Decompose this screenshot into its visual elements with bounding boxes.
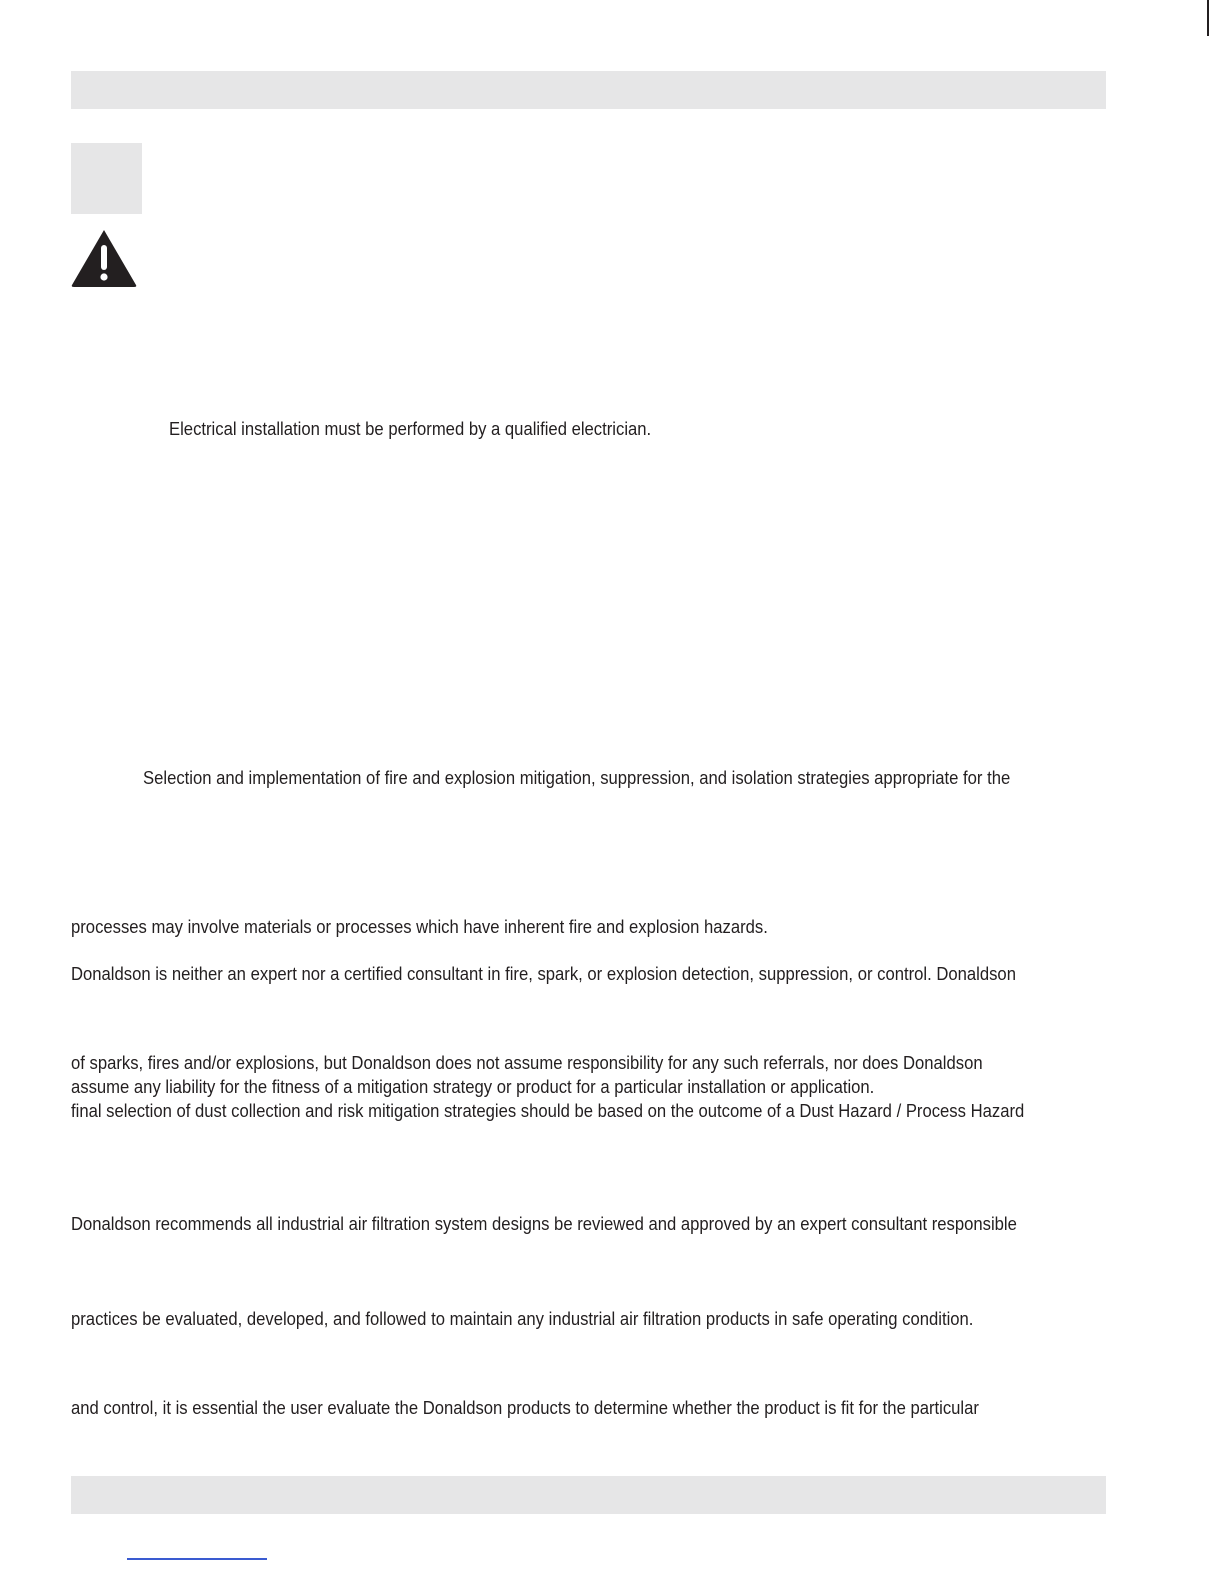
page-edge-mark (1207, 0, 1209, 36)
electrical-installation-text: Electrical installation must be performed by a qualified electrician. (169, 418, 652, 439)
footer-band (71, 1476, 1106, 1514)
section-marker-box (71, 143, 142, 214)
warning-triangle-icon (70, 228, 138, 288)
sparks-referrals-text: of sparks, fires and/or explosions, but Donaldson does not assume responsibility for any such referrals, nor does Donaldson (71, 1052, 983, 1073)
footer-link-underline[interactable] (127, 1558, 267, 1560)
final-selection-text: final selection of dust collection and risk mitigation strategies should be based on the outcome of a Dust Hazard / Process Hazard (71, 1100, 1025, 1121)
header-band (71, 71, 1106, 109)
fire-selection-text: Selection and implementation of fire and explosion mitigation, suppression, and isolation strategies appropriate for the (143, 767, 1011, 788)
practices-text: practices be evaluated, developed, and followed to maintain any industrial air filtration products in safe operating condition. (71, 1308, 974, 1329)
donaldson-expert-text: Donaldson is neither an expert nor a certified consultant in fire, spark, or explosion detection, suppression, or control. Donaldson (71, 963, 1016, 984)
recommends-review-text: Donaldson recommends all industrial air filtration system designs be reviewed and approved by an expert consultant responsible (71, 1213, 1017, 1234)
processes-hazard-text: processes may involve materials or processes which have inherent fire and explosion hazards. (71, 916, 768, 937)
liability-text: assume any liability for the fitness of a mitigation strategy or product for a particular installation or application. (71, 1076, 875, 1097)
evaluate-products-text: and control, it is essential the user evaluate the Donaldson products to determine whether the product is fit for the particular (71, 1397, 979, 1418)
